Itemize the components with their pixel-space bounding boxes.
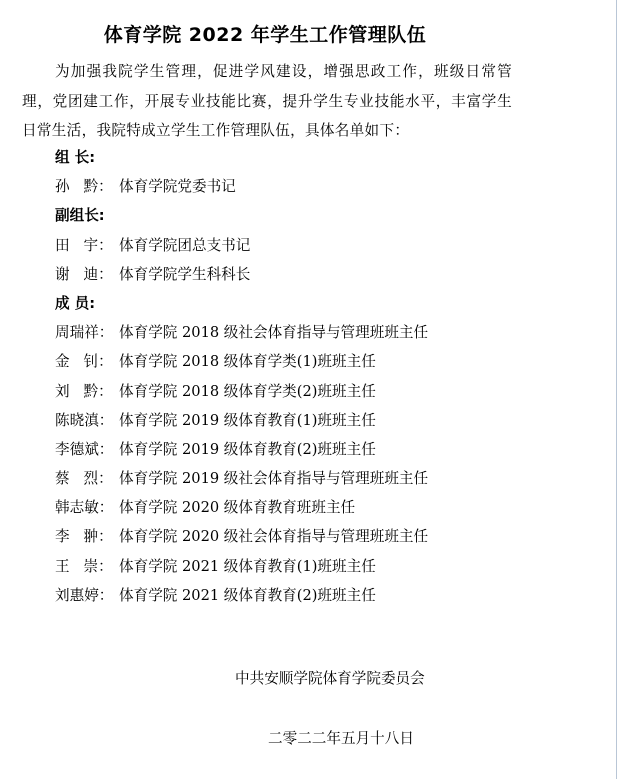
roster-entry [55, 581, 575, 610]
roster-entry [55, 260, 575, 289]
member-name: 陈晓滇： [55, 411, 114, 429]
member-name: 王 崇： [55, 557, 113, 575]
team-heading: 成 员: [55, 294, 96, 312]
roster-entry [55, 377, 575, 406]
roster-entry [55, 435, 575, 464]
member-name: 田 宇： [55, 236, 113, 254]
member-name: 周瑞祥： [55, 324, 114, 342]
roster-entry [55, 522, 575, 551]
member-name: 刘惠婷： [55, 586, 114, 604]
issuer-signature: 中共安顺学院体育学院委员会 [235, 670, 425, 687]
roster-entry [55, 552, 575, 581]
issue-date: 二零二二年五月十八日 [268, 730, 414, 747]
member-role: 体育学院学生科科长 [119, 265, 251, 283]
member-role: 体育学院 2019 级社会体育指导与管理班班主任 [119, 470, 429, 488]
member-role: 体育学院 2018 级体育学类(2)班班主任 [119, 382, 376, 400]
roster-entry [55, 347, 575, 376]
document-title: 体育学院 2022 年学生工作管理队伍 [103, 24, 427, 46]
intro-paragraph: 为加强我院学生管理，促进学风建设，增强思政工作，班级日常管理，党团建工作，开展专业技能比赛，提升学生专业技能水平，丰富学生日常生活，我院特成立学生工作管理队伍，具体名单如下： [22, 63, 512, 139]
member-name: 孙 黔： [55, 178, 113, 196]
member-role: 体育学院 2020 级体育教育班班主任 [119, 499, 356, 517]
roster-entry [55, 493, 575, 522]
member-role: 体育学院 2018 级体育学类(1)班班主任 [119, 353, 376, 371]
roster-entry [55, 406, 575, 435]
leader-heading: 组 长: [55, 149, 96, 166]
roster-entry [55, 464, 575, 493]
roster [55, 143, 575, 610]
roster-entry [55, 231, 575, 260]
member-name: 李 翀： [55, 528, 113, 546]
member-role: 体育学院 2018 级社会体育指导与管理班班主任 [119, 324, 429, 342]
vice-leader-heading: 副组长: [55, 207, 105, 225]
roster-entry [55, 172, 575, 201]
member-name: 李德斌： [55, 440, 114, 458]
member-role: 体育学院 2021 级体育教育(2)班班主任 [119, 586, 376, 604]
member-role: 体育学院 2019 级体育教育(1)班班主任 [119, 411, 376, 429]
member-name: 谢 迪： [55, 265, 113, 283]
member-role: 体育学院 2020 级社会体育指导与管理班班主任 [119, 528, 429, 546]
roster-entry [55, 318, 575, 347]
member-name: 蔡 烈： [55, 470, 113, 488]
member-role: 体育学院团总支书记 [119, 236, 251, 254]
member-role: 体育学院 2019 级体育教育(2)班班主任 [119, 440, 376, 458]
member-name: 刘 黔： [55, 382, 113, 400]
member-name: 金 钊： [55, 353, 113, 371]
member-role: 体育学院 2021 级体育教育(1)班班主任 [119, 557, 376, 575]
member-role: 体育学院党委书记 [119, 178, 236, 196]
member-name: 韩志敏： [55, 499, 114, 517]
